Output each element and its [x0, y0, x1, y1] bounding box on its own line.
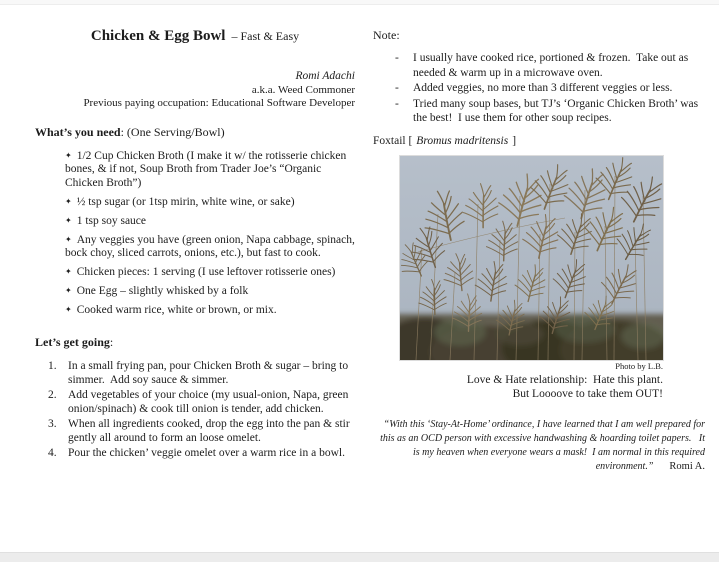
- list-item: ✦ 1/2 Cup Chicken Broth (I make it w/ the rotisserie chicken bones, & if not, Soup Broth from Trader Joe’s “Organic Chicken Broth”): [65, 149, 350, 189]
- author-name: Romi Adachi: [295, 70, 355, 82]
- directions-heading: Let’s get going:: [35, 334, 114, 349]
- note-heading: Note:: [373, 28, 400, 42]
- ingredients-list: [35, 149, 358, 318]
- diamond-bullet-icon: ✦: [65, 150, 72, 160]
- author-occupation: Previous paying occupation: Educational Software Developer: [83, 97, 355, 109]
- photo-title: Foxtail [ Bromus madritensis ]: [373, 134, 517, 147]
- foxtail-photo: [400, 156, 663, 360]
- recipe-title: Chicken & Egg Bowl: [90, 28, 226, 44]
- diamond-bullet-icon: ✦: [65, 286, 72, 295]
- step-number: 3.: [48, 417, 57, 430]
- dash-bullet-icon: -: [395, 52, 399, 64]
- recipe-subtitle: – Fast & Easy: [231, 29, 300, 43]
- left-column: [35, 28, 358, 460]
- list-item: ✦ Any veggies you have (green onion, Napa cabbage, spinach, bock choy, sliced carrots, onions, etc.), but fast to cook.: [65, 233, 358, 259]
- caption-line-1: Love & Hate relationship: Hate this plant.: [466, 373, 663, 386]
- notes-list: [373, 51, 705, 126]
- step-item: 4. Pour the chicken’ veggie omelet over a warm rice in a bowl.: [48, 446, 345, 459]
- diamond-bullet-icon: ✦: [65, 196, 72, 206]
- step-item: 2. Add vegetables of your choice (my usual-onion, Napa, green onion/spinach) & cook till onion is tender, add chicken.: [48, 388, 352, 415]
- photo-caption: [373, 373, 663, 402]
- list-item: ✦ One Egg – slightly whisked by a folk: [65, 285, 249, 297]
- list-item: ✦ ½ tsp sugar (or 1tsp mirin, white wine, or sake): [65, 195, 295, 208]
- list-item: ✦ Chicken pieces: 1 serving (I use leftover rotisserie ones): [65, 266, 336, 278]
- dash-bullet-icon: -: [395, 82, 399, 94]
- note-item: - I usually have cooked rice, portioned & frozen. Take out as needed & warm up in a microwave oven.: [395, 52, 692, 79]
- photo-underbrush: [400, 314, 663, 360]
- ingredients-heading: What’s you need: (One Serving/Bowl): [35, 124, 225, 139]
- foxtail-photo-illustration: [400, 156, 663, 360]
- right-column: [373, 28, 708, 474]
- diamond-bullet-icon: ✦: [65, 267, 72, 276]
- list-item: ✦ 1 tsp soy sauce: [65, 214, 147, 227]
- list-item: ✦ Cooked warm rice, white or brown, or mix.: [65, 304, 277, 316]
- author-alias: a.k.a. Weed Commoner: [251, 83, 355, 96]
- diamond-bullet-icon: ✦: [65, 305, 72, 314]
- dash-bullet-icon: -: [395, 97, 399, 110]
- diamond-bullet-icon: ✦: [65, 215, 72, 225]
- quote-text: “With this ‘Stay-At-Home’ ordinance, I have learned that I am well prepared for this as an OCD person with excessive handwashing & hoarding toilet papers. It is my heaven when everyone wears a mask! I am normal in this required environment.”: [380, 418, 708, 472]
- page-title: [35, 28, 355, 45]
- viewer-top-edge: [0, 0, 719, 5]
- step-number: 1.: [48, 359, 57, 372]
- note-item: - Tried many soup bases, but TJ’s ‘Organic Chicken Broth’ was the best! I use them for other soup recipes.: [395, 97, 702, 124]
- quote-attribution: Romi A.: [669, 460, 705, 472]
- step-number: 4.: [48, 446, 57, 459]
- step-item: 3. When all ingredients cooked, drop the egg into the pan & stir gently all around to form an loose omelet.: [48, 417, 353, 444]
- author-quote: [373, 418, 708, 474]
- species-name: Bromus madritensis: [416, 134, 509, 147]
- step-item: 1. In a small frying pan, pour Chicken Broth & sugar – bring to simmer. Add soy sauce & simmer.: [48, 359, 351, 386]
- caption-line-2: But Loooove to take them OUT!: [512, 388, 663, 400]
- diamond-bullet-icon: ✦: [65, 234, 72, 244]
- photo-credit: Photo by L.B.: [615, 360, 663, 371]
- directions-list: [35, 359, 355, 461]
- note-item: - Added veggies, no more than 3 different veggies or less.: [395, 82, 673, 94]
- byline: [35, 70, 355, 111]
- step-number: 2.: [48, 388, 57, 401]
